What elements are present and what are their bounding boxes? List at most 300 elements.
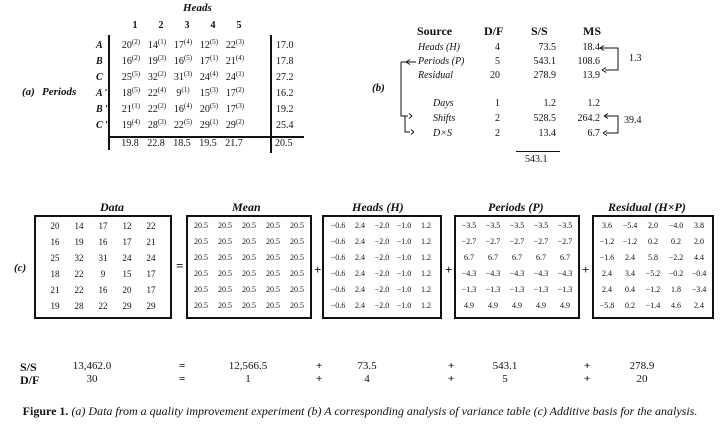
df-value: 4 — [364, 373, 370, 385]
matrix-cell: −2.7 — [533, 237, 549, 246]
row-mean: 17.0 — [276, 40, 294, 51]
cell-head-index: (3) — [157, 118, 167, 126]
matrix-cell: −1.6 — [599, 253, 615, 262]
df-value: 20 — [636, 373, 648, 385]
matrix-cell: 4.9 — [536, 301, 546, 310]
matrix-cell: 1.2 — [421, 237, 431, 246]
cell-head-index: (2) — [131, 54, 141, 62]
matrix-cell: −3.5 — [461, 221, 477, 230]
matrix-cell: 17 — [146, 285, 156, 295]
matrix-cell: −3.5 — [485, 221, 501, 230]
matrix-cell: −1.0 — [396, 221, 412, 230]
matrix-cell: 6.7 — [536, 253, 546, 262]
matrix-cell: 17 — [146, 269, 156, 279]
matrix-cell: 2.4 — [625, 253, 635, 262]
matrix-cell: 18 — [50, 269, 60, 279]
cell-head-index: (1) — [181, 86, 190, 94]
anova-df: 1 — [495, 98, 500, 109]
anova-ss: 73.5 — [538, 42, 556, 53]
matrix-cell: 28 — [74, 301, 84, 311]
matrix-cell: 3.8 — [694, 221, 704, 230]
matrix-cell: 20.5 — [290, 221, 304, 230]
matrix-cell: −2.7 — [461, 237, 477, 246]
matrix-cell: −2.0 — [374, 253, 390, 262]
cell-value: 16 — [173, 104, 184, 115]
matrix-cell: 24 — [146, 253, 156, 263]
matrix-cell: −1.2 — [645, 285, 661, 294]
matrix-cell: 29 — [146, 301, 156, 311]
cell-head-index: (3) — [235, 102, 245, 110]
df-operator: + — [316, 373, 323, 385]
column-header: 3 — [184, 20, 190, 31]
anova-df: 2 — [495, 113, 500, 124]
matrix-cell: −1.0 — [396, 269, 412, 278]
matrix-cell: 32 — [74, 253, 84, 263]
matrix-cell: 20.5 — [194, 285, 208, 294]
matrix-cell: −0.6 — [330, 285, 346, 294]
cell-value: 21 — [225, 56, 236, 67]
matrix-cell: 20.5 — [242, 237, 256, 246]
cell-head-index: (4) — [157, 86, 167, 94]
cell-value: 28 — [147, 120, 158, 131]
matrix-cell: 20.5 — [290, 237, 304, 246]
matrix-cell: 2.4 — [355, 221, 365, 230]
matrix-cell: 3.6 — [602, 221, 612, 230]
matrix-cell: 25 — [50, 253, 60, 263]
caption-text: (a) Data from a quality improvement experiment (b) A corresponding analysis of variance table (c) Additive basis for the analysis. — [71, 404, 698, 418]
matrix-cell: −0.2 — [668, 269, 684, 278]
column-header: 1 — [132, 20, 138, 31]
matrix-cell: 1.2 — [421, 285, 431, 294]
matrix-cell: −0.6 — [330, 301, 346, 310]
matrix-cell: 2.0 — [648, 221, 658, 230]
matrix-cell: 16 — [98, 285, 108, 295]
matrix-cell: −0.4 — [691, 269, 707, 278]
row-label: B ′ — [96, 104, 108, 115]
cell-head-index: (5) — [183, 54, 193, 62]
anova-source: Heads (H) — [418, 42, 460, 53]
cell-value: 29 — [225, 120, 236, 131]
matrix-cell: 6.7 — [560, 253, 570, 262]
anova-ss: 13.4 — [538, 128, 556, 139]
cell-head-index: (5) — [209, 38, 219, 46]
column-mean: 18.5 — [173, 138, 191, 149]
matrix-cell: −2.7 — [557, 237, 573, 246]
anova-ms: 108.6 — [577, 56, 600, 67]
matrix-cell: 0.2 — [648, 237, 658, 246]
cell-value: 24 — [199, 72, 210, 83]
ss-value: 278.9 — [629, 360, 655, 372]
ss-value: 543.1 — [492, 360, 518, 372]
cell-value: 16 — [173, 56, 184, 67]
matrix-cell: −5.8 — [599, 301, 615, 310]
column-header: 5 — [236, 20, 242, 31]
cell-value: 22 — [225, 40, 236, 51]
cell-head-index: (5) — [131, 70, 141, 78]
anova-df: 4 — [495, 42, 500, 53]
matrix-cell: 0.2 — [671, 237, 681, 246]
cell-value: 22 — [147, 88, 158, 99]
matrix-cell: 2.4 — [602, 269, 612, 278]
df-row-label: D/F — [20, 373, 40, 387]
matrix-cell: −5.4 — [622, 221, 638, 230]
cell-head-index: (4) — [183, 102, 193, 110]
matrix-cell: −2.2 — [668, 253, 684, 262]
row-label: B — [96, 56, 103, 67]
df-value: 5 — [502, 373, 508, 385]
matrix-cell: 1.2 — [421, 269, 431, 278]
anova-ms: 264.2 — [577, 113, 600, 124]
cell-value: 31 — [173, 72, 184, 83]
ss-value: 12,566.5 — [228, 360, 268, 372]
row-label: C ′ — [96, 120, 108, 131]
cell-head-index: (4) — [131, 118, 141, 126]
plus-operator: + — [445, 262, 453, 277]
header-ms: MS — [583, 24, 601, 38]
cell-value: 18 — [121, 88, 132, 99]
matrix-cell: 20.5 — [290, 269, 304, 278]
header-source: Source — [417, 24, 453, 38]
matrix-cell: 4.9 — [464, 301, 474, 310]
matrix-cell: 2.4 — [694, 301, 704, 310]
matrix-cell: 1.2 — [421, 301, 431, 310]
matrix-cell: −0.6 — [330, 269, 346, 278]
cell-head-index: (1) — [157, 38, 167, 46]
matrix-cell: −2.0 — [374, 269, 390, 278]
matrix-title: Mean — [232, 200, 261, 214]
matrix-cell: 9 — [100, 269, 106, 279]
matrix-cell: −1.0 — [396, 237, 412, 246]
column-mean: 19.5 — [199, 138, 217, 149]
anova-ms: 13.9 — [582, 70, 600, 81]
cell-value: 21 — [121, 104, 132, 115]
matrix-cell: 20.5 — [266, 285, 280, 294]
df-operator: = — [179, 373, 186, 385]
column-mean: 22.8 — [147, 138, 165, 149]
row-mean: 16.2 — [276, 88, 294, 99]
cell-head-index: (2) — [235, 86, 245, 94]
matrix-cell: 21 — [146, 237, 156, 247]
matrix-cell: 5.8 — [648, 253, 658, 262]
matrix-cell: 12 — [122, 221, 132, 231]
ratio-heads-residual: 1.3 — [629, 53, 642, 64]
ss-value: 73.5 — [357, 360, 377, 372]
matrix-cell: 22 — [146, 221, 156, 231]
matrix-cell: −4.3 — [485, 269, 501, 278]
matrix-cell: 20.5 — [218, 221, 232, 230]
cell-head-index: (4) — [235, 54, 245, 62]
matrix-cell: 20.5 — [266, 301, 280, 310]
matrix-cell: 0.2 — [625, 301, 635, 310]
matrix-cell: 6.7 — [488, 253, 498, 262]
matrix-cell: 22 — [74, 269, 84, 279]
part-a-label: (a) — [22, 86, 35, 98]
matrix-cell: 22 — [74, 285, 84, 295]
ss-operator: = — [179, 360, 186, 372]
matrix-cell: 21 — [50, 285, 60, 295]
matrix-cell: 31 — [98, 253, 108, 263]
matrix-cell: −4.3 — [533, 269, 549, 278]
cell-head-index: (5) — [209, 102, 219, 110]
df-value: 30 — [86, 373, 98, 385]
matrix-cell: 20.5 — [266, 237, 280, 246]
column-mean: 19.8 — [121, 138, 139, 149]
matrix-cell: −1.4 — [645, 301, 661, 310]
matrix-cell: −2.0 — [374, 237, 390, 246]
figure-caption — [10, 404, 710, 419]
cell-head-index: (1) — [131, 102, 141, 110]
cell-head-index: (3) — [157, 54, 167, 62]
cell-value: 12 — [199, 40, 210, 51]
matrix-cell: 20.5 — [218, 301, 232, 310]
matrix-cell: 1.2 — [421, 221, 431, 230]
matrix-cell: −1.3 — [533, 285, 549, 294]
cell-value: 20 — [199, 104, 210, 115]
ss-operator: + — [584, 360, 591, 372]
matrix-cell: −3.4 — [691, 285, 707, 294]
matrix-cell: 2.0 — [694, 237, 704, 246]
matrix-cell: −4.3 — [557, 269, 573, 278]
matrix-cell: 22 — [98, 301, 108, 311]
cell-value: 20 — [121, 40, 132, 51]
anova-source: Periods (P) — [418, 56, 465, 67]
periods-axis-label: Periods — [42, 86, 77, 98]
matrix-cell: 19 — [74, 237, 84, 247]
cell-value: 19 — [121, 120, 132, 131]
matrix-cell: 4.4 — [694, 253, 704, 262]
matrix-cell: 20.5 — [218, 285, 232, 294]
matrix-cell: 24 — [122, 253, 132, 263]
matrix-cell: 20.5 — [218, 237, 232, 246]
matrix-cell: 20.5 — [290, 285, 304, 294]
row-label: A — [96, 40, 103, 51]
ss-value: 13,462.0 — [72, 360, 112, 372]
matrix-cell: −1.3 — [461, 285, 477, 294]
matrix-cell: −0.6 — [330, 221, 346, 230]
matrix-cell: 20.5 — [194, 301, 208, 310]
df-value: 1 — [245, 373, 251, 385]
matrix-cell: −1.3 — [557, 285, 573, 294]
cell-head-index: (2) — [235, 118, 245, 126]
cell-value: 24 — [225, 72, 236, 83]
matrix-title: Heads (H) — [352, 200, 404, 214]
matrix-cell: 14 — [74, 221, 84, 231]
matrix-cell: 2.4 — [602, 285, 612, 294]
cell-value: 15 — [199, 88, 210, 99]
matrix-cell: 1.8 — [671, 285, 681, 294]
matrix-cell: 2.4 — [355, 285, 365, 294]
matrix-cell: 16 — [50, 237, 60, 247]
cell-value: 17 — [173, 40, 184, 51]
matrix-cell: −1.2 — [622, 237, 638, 246]
anova-ms: 6.7 — [587, 128, 600, 139]
cell-head-index: (1) — [209, 54, 219, 62]
cell-value: 29 — [199, 120, 210, 131]
matrix-cell: 2.4 — [355, 237, 365, 246]
anova-source: Shifts — [433, 113, 456, 124]
matrix-cell: 0.4 — [625, 285, 635, 294]
header-df: D/F — [484, 24, 504, 38]
anova-df: 20 — [490, 70, 500, 81]
matrix-cell: 3.4 — [625, 269, 635, 278]
matrix-cell: −1.2 — [599, 237, 615, 246]
matrix-cell: 2.4 — [355, 253, 365, 262]
matrix-cell: −2.0 — [374, 285, 390, 294]
cell-head-index: (3) — [209, 86, 219, 94]
matrix-cell: −1.0 — [396, 253, 412, 262]
matrix-cell: 20.5 — [266, 253, 280, 262]
caption-prefix: Figure 1. — [22, 404, 69, 418]
df-operator: + — [584, 373, 591, 385]
anova-ss: 1.2 — [543, 98, 556, 109]
matrix-cell: 4.6 — [671, 301, 681, 310]
matrix-cell: 20.5 — [242, 301, 256, 310]
matrix-cell: 20.5 — [242, 269, 256, 278]
matrix-cell: −0.6 — [330, 237, 346, 246]
matrix-cell: −4.3 — [509, 269, 525, 278]
anova-bracket-lines — [0, 0, 720, 200]
matrix-cell: 20.5 — [194, 269, 208, 278]
matrix-cell: 4.9 — [512, 301, 522, 310]
matrix-cell: −4.3 — [461, 269, 477, 278]
cell-head-index: (3) — [183, 70, 193, 78]
matrix-cell: −1.3 — [509, 285, 525, 294]
matrix-cell: 6.7 — [512, 253, 522, 262]
matrix-cell: −5.2 — [645, 269, 661, 278]
cell-head-index: (2) — [157, 70, 167, 78]
cell-head-index: (4) — [209, 70, 219, 78]
matrix-cell: 4.9 — [488, 301, 498, 310]
matrix-cell: −3.5 — [557, 221, 573, 230]
cell-value: 17 — [199, 56, 210, 67]
column-header: 4 — [210, 20, 216, 31]
matrix-cell: 20.5 — [194, 221, 208, 230]
header-ss: S/S — [531, 24, 548, 38]
matrix-cell: 20.5 — [242, 253, 256, 262]
cell-value: 22 — [173, 120, 184, 131]
matrix-title: Data — [100, 200, 124, 214]
matrix-cell: 17 — [122, 237, 132, 247]
anova-ms: 1.2 — [587, 98, 600, 109]
matrix-cell: 20.5 — [194, 237, 208, 246]
cell-value: 25 — [121, 72, 132, 83]
anova-df: 2 — [495, 128, 500, 139]
matrix-cell: 29 — [122, 301, 132, 311]
matrix-cell: 20.5 — [266, 221, 280, 230]
matrix-cell: 2.4 — [355, 301, 365, 310]
matrix-cell: 20.5 — [242, 285, 256, 294]
cell-value: 14 — [147, 40, 158, 51]
cell-head-index: (1) — [209, 118, 219, 126]
row-mean: 27.2 — [276, 72, 294, 83]
plus-operator: + — [582, 262, 590, 277]
matrix-cell: −2.7 — [509, 237, 525, 246]
part-c-label: (c) — [14, 262, 27, 274]
ss-operator: + — [316, 360, 323, 372]
cell-head-index: (2) — [157, 102, 167, 110]
row-mean: 19.2 — [276, 104, 294, 115]
anova-ss: 278.9 — [533, 70, 556, 81]
grand-mean: 20.5 — [275, 138, 293, 149]
matrix-cell: 20.5 — [290, 301, 304, 310]
cell-value: 19 — [147, 56, 158, 67]
row-label: A ′ — [96, 88, 108, 99]
matrix-title: Residual (H×P) — [608, 200, 686, 214]
anova-source: Residual — [418, 70, 453, 81]
cell-value: 32 — [147, 72, 158, 83]
matrix-cell: −4.0 — [668, 221, 684, 230]
column-mean: 21.7 — [225, 138, 243, 149]
column-header: 2 — [158, 20, 164, 31]
matrix-cell: 1.2 — [421, 253, 431, 262]
row-mean: 25.4 — [276, 120, 294, 131]
matrix-cell: 19 — [50, 301, 60, 311]
matrix-cell: −1.0 — [396, 285, 412, 294]
anova-ms: 18.4 — [582, 42, 600, 53]
cell-head-index: (5) — [131, 86, 141, 94]
matrix-cell: −1.3 — [485, 285, 501, 294]
cell-head-index: (1) — [235, 70, 245, 78]
matrix-cell: 20 — [122, 285, 132, 295]
cell-value: 17 — [225, 88, 236, 99]
matrix-cell: 20 — [50, 221, 60, 231]
plus-operator: + — [314, 262, 322, 277]
matrix-cell: −1.0 — [396, 301, 412, 310]
matrix-cell: 16 — [98, 237, 108, 247]
matrix-cell: 4.9 — [560, 301, 570, 310]
row-mean: 17.8 — [276, 56, 294, 67]
matrix-cell: 20.5 — [290, 253, 304, 262]
matrix-cell: −3.5 — [533, 221, 549, 230]
matrix-cell: −0.6 — [330, 253, 346, 262]
ss-operator: + — [448, 360, 455, 372]
anova-source: Days — [433, 98, 454, 109]
equals-operator: = — [176, 258, 184, 273]
cell-value: 17 — [225, 104, 236, 115]
cell-head-index: (5) — [183, 118, 193, 126]
anova-ss: 528.5 — [533, 113, 556, 124]
anova-ss: 543.1 — [533, 56, 556, 67]
matrix-cell: −2.7 — [485, 237, 501, 246]
part-b-label: (b) — [372, 82, 385, 94]
matrix-cell: −3.5 — [509, 221, 525, 230]
cell-head-index: (4) — [183, 38, 193, 46]
anova-df: 5 — [495, 56, 500, 67]
cell-value: 9 — [176, 88, 182, 99]
matrix-cell: 20.5 — [218, 253, 232, 262]
matrix-cell: 15 — [122, 269, 132, 279]
ss-row-label: S/S — [20, 360, 37, 374]
matrix-cell: 20.5 — [242, 221, 256, 230]
matrix-cell: 20.5 — [194, 253, 208, 262]
matrix-title: Periods (P) — [488, 200, 544, 214]
ratio-shifts-dxs: 39.4 — [624, 115, 642, 126]
cell-head-index: (3) — [235, 38, 245, 46]
row-label: C — [96, 72, 103, 83]
matrix-cell: 2.4 — [355, 269, 365, 278]
matrix-cell: 17 — [98, 221, 108, 231]
heads-axis-label: Heads — [183, 2, 212, 14]
cell-value: 22 — [147, 104, 158, 115]
cell-head-index: (2) — [131, 38, 141, 46]
cell-value: 16 — [121, 56, 132, 67]
matrix-cell: −2.0 — [374, 301, 390, 310]
matrix-cell: −2.0 — [374, 221, 390, 230]
matrix-cell: 20.5 — [266, 269, 280, 278]
matrix-cell: 6.7 — [464, 253, 474, 262]
df-operator: + — [448, 373, 455, 385]
subtotal-value: 543.1 — [525, 154, 548, 165]
